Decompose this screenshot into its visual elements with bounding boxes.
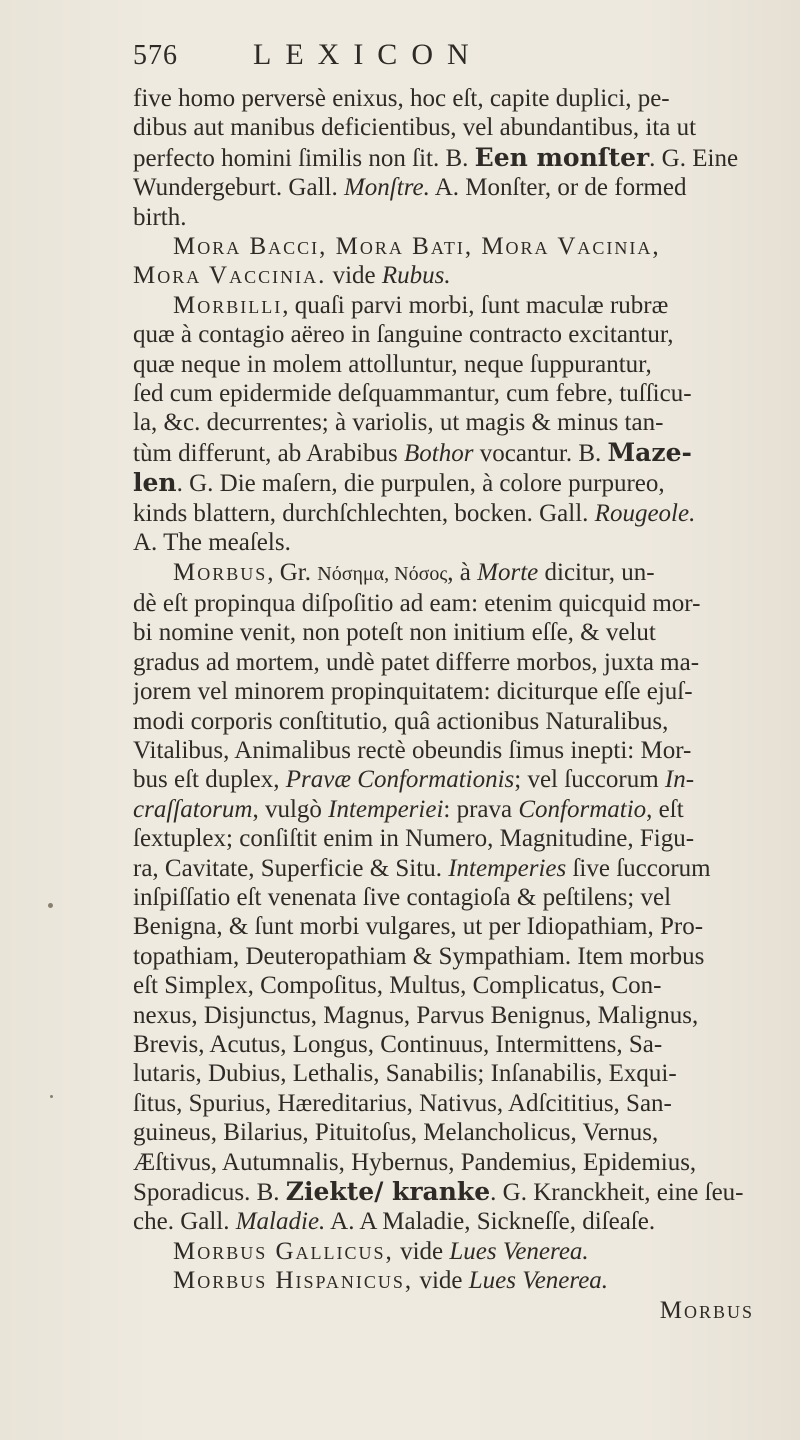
italic-segment: Intemperies <box>448 854 567 882</box>
text-segment: ſive ſuccorum <box>566 854 711 882</box>
page-number: 576 <box>133 40 178 71</box>
text-line: gradus ad mortem, undè patet differre morbos, juxta ma- <box>133 648 700 676</box>
text-line: Vitalibus, Animalibus rectè obeundis ſimus inepti: Mor- <box>133 736 692 764</box>
text-line: inſpiſſatio eſt venenata ſive contagioſa & peſtilens; vel <box>133 883 672 911</box>
italic-segment: Pravæ Conformationis <box>285 766 515 794</box>
text-segment: Wundergeburt. Gall. <box>133 174 344 202</box>
text-line <box>133 765 760 794</box>
italic-segment: Maladie. <box>235 1208 326 1236</box>
text-segment: tùm differunt, ab Arabibus <box>133 439 405 467</box>
entry-mora <box>133 232 760 291</box>
text-line: la, &c. decurrentes; à variolis, ut magis & minus tan- <box>133 409 664 437</box>
headword: Morbilli <box>173 291 283 319</box>
italic-segment: Bothor <box>404 439 474 467</box>
text-segment: vide <box>326 262 382 290</box>
text-line <box>133 1207 760 1236</box>
cross-reference: Rubus. <box>381 262 451 290</box>
headword: Morbus <box>173 558 268 586</box>
text-line <box>133 1266 760 1295</box>
headword: Morbus Hispanicus, <box>173 1267 414 1295</box>
ink-speck <box>50 1095 53 1098</box>
text-line <box>133 438 760 468</box>
text-line <box>133 468 760 498</box>
text-line <box>133 143 760 173</box>
blackletter-segment: Een monſter <box>474 142 650 172</box>
text-segment: , Gr. <box>267 558 318 586</box>
text-segment: bus eſt duplex, <box>133 766 286 794</box>
text-line: A. The meaſels. <box>133 529 291 557</box>
italic-segment: Intemperiei <box>328 795 444 823</box>
italic-segment: Conformatio <box>518 795 647 823</box>
italic-segment: Monſtre. <box>343 174 430 202</box>
text-segment: ra, Cavitate, Superficie & Situ. <box>133 854 449 882</box>
greek-segment: Νόσημα, Νόσος <box>317 562 448 585</box>
text-segment: kinds blattern, durchſchlechten, bocken. Gall. <box>133 499 595 527</box>
text-line: Æſtivus, Autumnalis, Hybernus, Pandemius, Epidemius, <box>133 1148 697 1176</box>
text-segment: dicitur, un- <box>538 558 655 586</box>
text-line: ſed cum epidermide deſquammantur, cum febre, tuſſicu- <box>133 380 692 408</box>
text-segment: perfecto homini ſimilis non ſit. B. <box>133 144 475 172</box>
entry-morbilli <box>133 291 760 558</box>
text-line: nexus, Disjunctus, Magnus, Parvus Benignus, Malignus, <box>133 1001 699 1029</box>
text-segment: ; vel ſuccorum <box>514 766 665 794</box>
text-segment: : prava <box>443 795 519 823</box>
text-segment: A. A Maladie, Sickneſſe, diſeaſe. <box>325 1208 656 1236</box>
blackletter-segment: len <box>133 468 177 498</box>
headword: Morbus Gallicus, <box>173 1237 394 1265</box>
cross-reference: Lues Venerea. <box>468 1267 609 1295</box>
text-line: bi nomine venit, non poteſt non initium eſſe, & velut <box>133 619 656 647</box>
text-line: jorem vel minorem propinquitatem: diciturque eſſe ejuſ- <box>133 678 693 706</box>
text-segment: che. Gall. <box>133 1208 236 1236</box>
cross-reference: Lues Venerea. <box>449 1237 589 1265</box>
italic-segment: craſſatorum <box>133 795 253 823</box>
text-line: five homo perversè enixus, hoc eſt, capite duplici, pe- <box>133 85 670 112</box>
headword: Mora Vaccinia. <box>133 262 327 290</box>
text-line: eſt Simplex, Compoſitus, Multus, Complicatus, Con- <box>133 972 662 1000</box>
text-segment: vide <box>393 1237 450 1265</box>
text-segment: , vulgò <box>252 795 329 823</box>
text-segment: , à <box>447 558 478 586</box>
text-line: ſextuplex; conſiſtit enim in Numero, Magnitudine, Figu- <box>133 825 695 853</box>
headword-line: Mora Bacci, Mora Bati, Mora Vacinia, <box>173 233 661 261</box>
blackletter-segment: Ziekte/ kranke <box>285 1177 491 1207</box>
text-segment: . G. Die maſern, die purpulen, à colore purpureo, <box>176 470 665 498</box>
running-title: LEXICON <box>253 38 483 71</box>
text-line: lutaris, Dubius, Lethalis, Sanabilis; Inſanabilis, Exqui- <box>133 1060 677 1088</box>
text-segment: vide <box>413 1267 469 1295</box>
text-line: Benigna, & ſunt morbi vulgares, ut per Idiopathiam, Pro- <box>133 913 704 941</box>
entry-morbus-gallicus <box>133 1237 760 1266</box>
entry-monstrum-continuation <box>133 84 760 232</box>
text-line <box>133 1177 760 1207</box>
text-line <box>133 499 760 528</box>
text-line <box>133 558 760 589</box>
text-segment: A. Monſter, or de formed <box>429 174 687 202</box>
italic-segment: Morte <box>477 558 539 586</box>
text-segment: , quaſi parvi morbi, ſunt maculæ rubræ <box>282 291 669 319</box>
text-line: dibus aut manibus deficientibus, vel abundantibus, ita ut <box>133 114 697 142</box>
entry-morbus <box>133 558 760 1237</box>
text-line <box>133 291 760 320</box>
catchword: Morbus <box>659 1296 754 1324</box>
page-header <box>133 38 760 84</box>
entry-morbus-hispanicus <box>133 1266 760 1295</box>
body-text <box>133 84 760 1325</box>
text-segment: . G. Eine <box>649 144 739 172</box>
text-line: quæ à contagio aëreo in ſanguine contracto excitantur, <box>133 321 674 349</box>
text-line: quæ neque in molem attolluntur, neque ſuppurantur, <box>133 350 652 378</box>
text-line <box>133 173 760 202</box>
text-line: dè eſt propinqua diſpoſitio ad eam: etenim quicquid mor- <box>133 589 701 617</box>
text-segment: . G. Kranckheit, eine ſeu- <box>490 1179 744 1207</box>
text-line: modi corporis conſtitutio, quâ actionibus Naturalibus, <box>133 707 669 735</box>
text-line <box>133 1237 760 1266</box>
text-line: ſitus, Spurius, Hæreditarius, Nativus, Adſcititius, San- <box>133 1089 672 1117</box>
blackletter-segment: Maze- <box>607 437 692 467</box>
text-segment: vocantur. B. <box>473 439 608 467</box>
text-line <box>133 854 760 883</box>
text-line: topathiam, Deuteropathiam & Sympathiam. Item morbus <box>133 942 705 970</box>
text-line <box>133 261 760 290</box>
text-segment: Sporadicus. B. <box>133 1179 286 1207</box>
text-line: guineus, Bilarius, Pituitoſus, Melancholicus, Vernus, <box>133 1119 659 1147</box>
text-line: birth. <box>133 203 187 231</box>
text-line: Brevis, Acutus, Longus, Continuus, Intermittens, Sa- <box>133 1031 663 1058</box>
text-line <box>133 795 760 824</box>
text-segment: , eſt <box>646 795 684 823</box>
italic-segment: In- <box>664 766 695 794</box>
ink-speck <box>48 903 53 908</box>
italic-segment: Rougeole. <box>594 499 696 527</box>
